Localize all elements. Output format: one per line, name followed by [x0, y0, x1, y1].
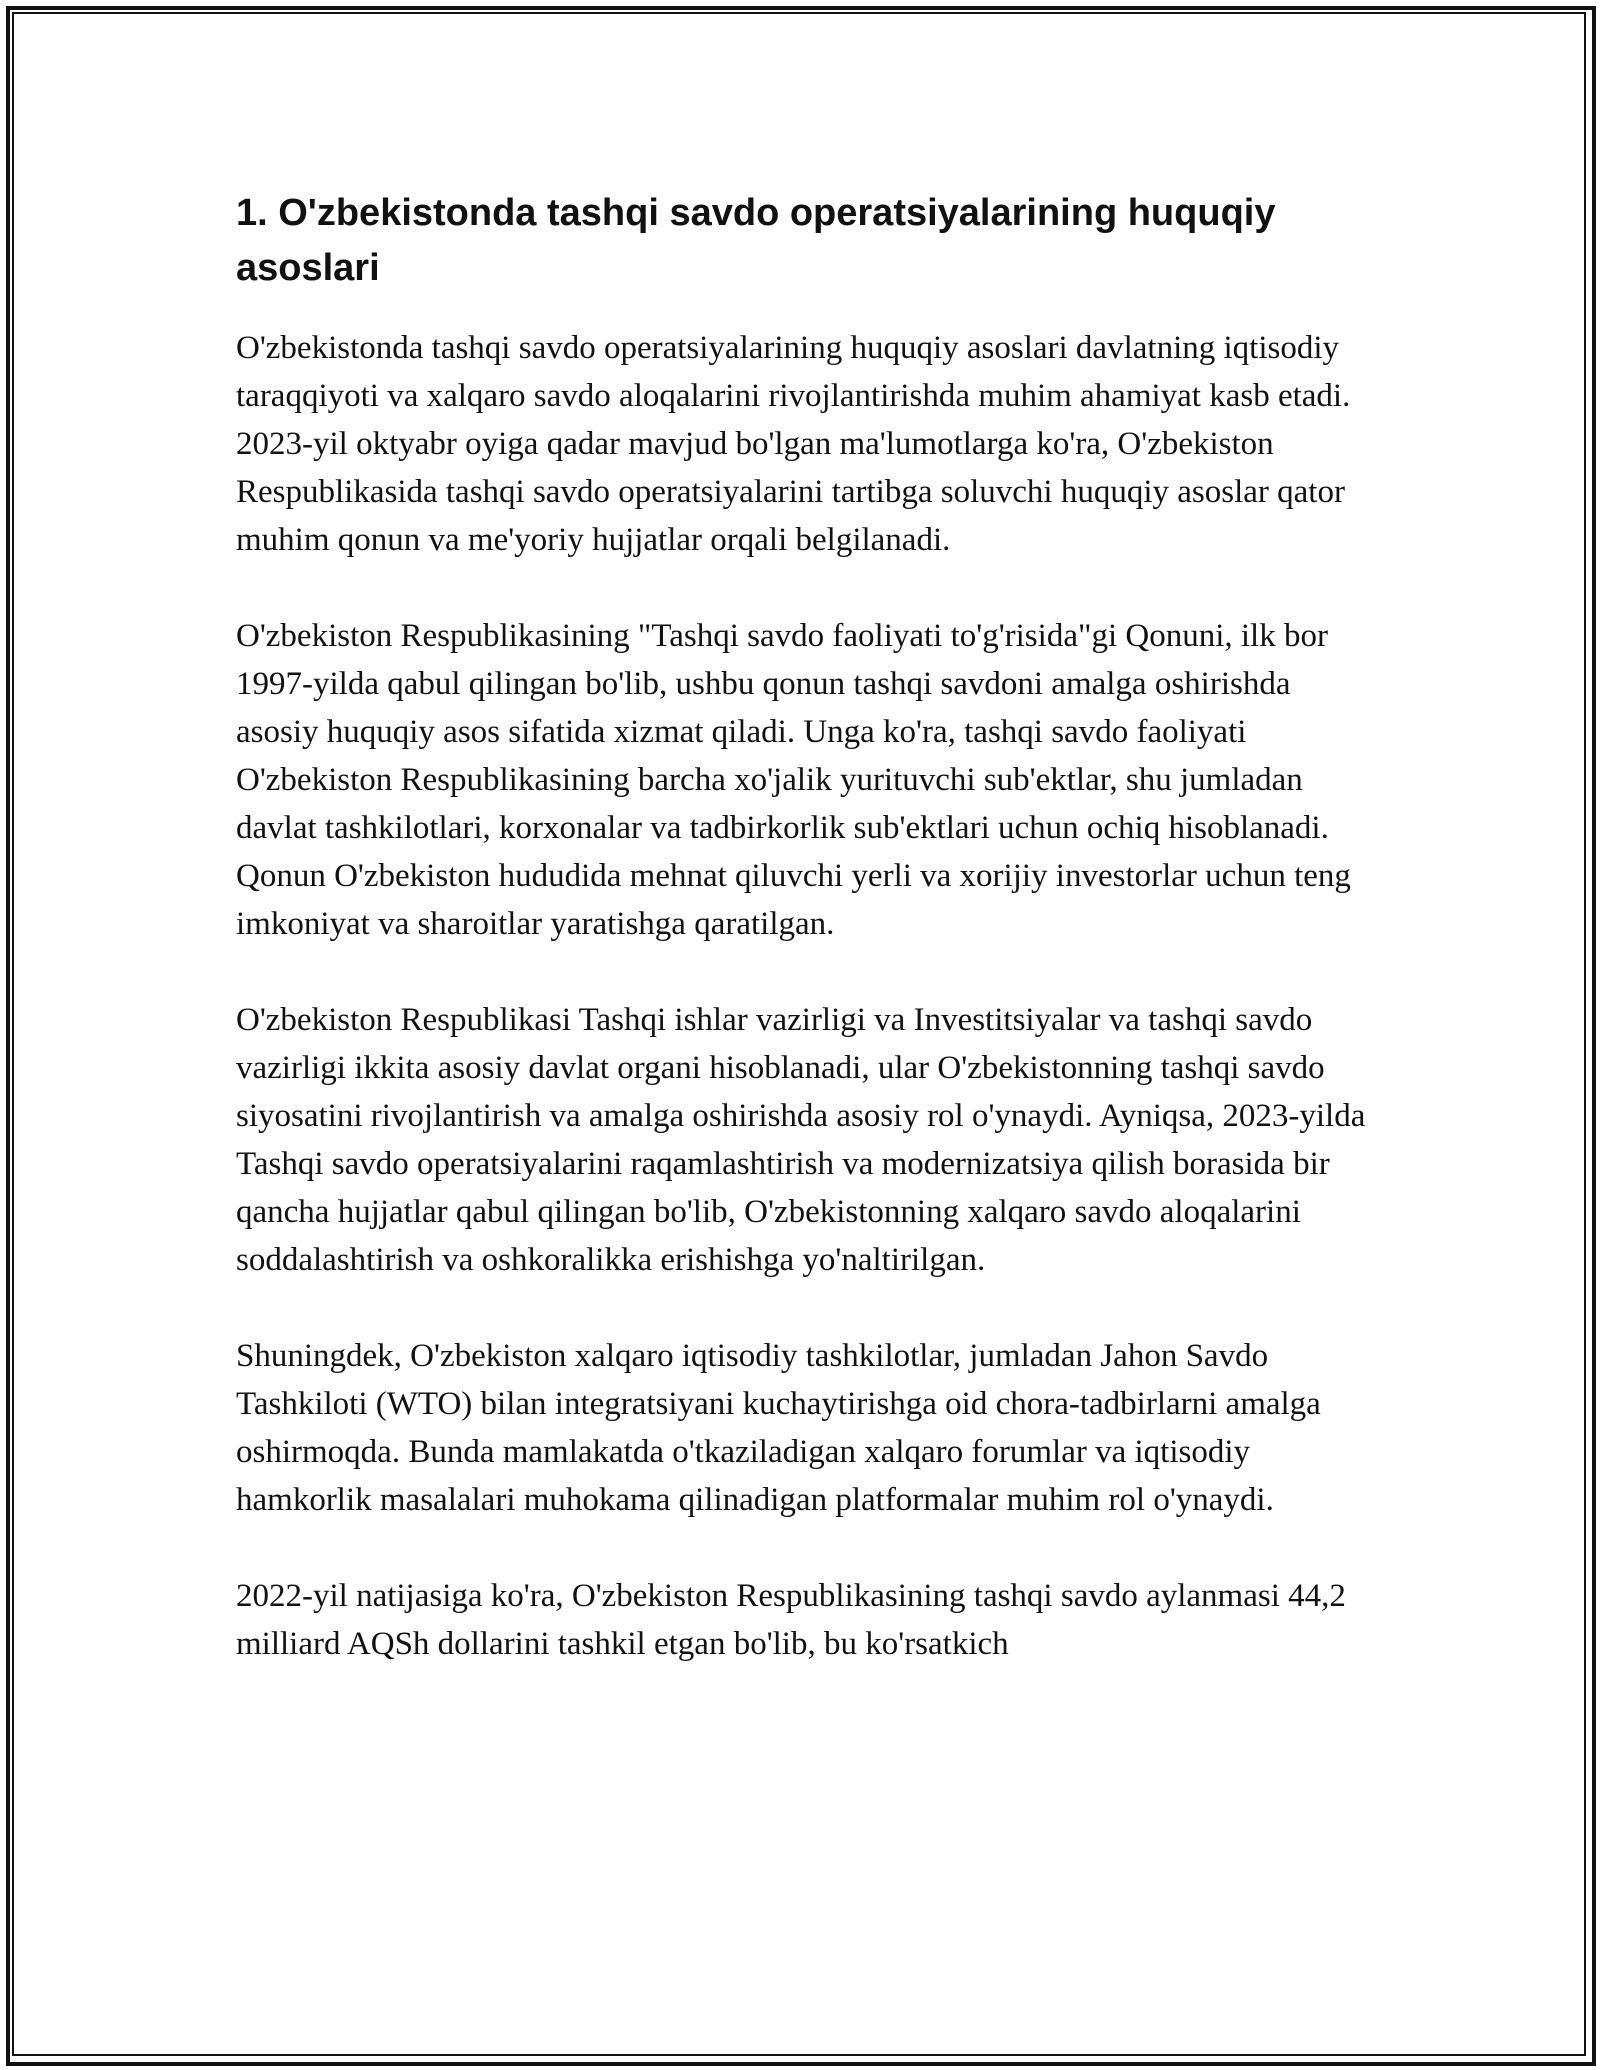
paragraph-international-integration: Shuningdek, O'zbekiston xalqaro iqtisodiy tashkilotlar, jumladan Jahon Savdo Tashkiloti (WTO) bilan integratsiyani kuchaytirishga oid chora-tadbirlarni amalga oshirmoqda. Bunda mamlakatda o'tkaziladigan xalqaro forumlar va iqtisodiy hamkorlik masalalari muhokama qilinadigan platformalar muhim rol o'ynaydi.: [236, 1338, 1321, 1518]
paragraph-trade-turnover: 2022-yil natijasiga ko'ra, O'zbekiston Respublikasining tashqi savdo aylanmasi 44,2 milliard AQSh dollarini tashkil etgan bo'lib, bu ko'rsatkich: [236, 1578, 1346, 1662]
paragraph-government-bodies: O'zbekiston Respublikasi Tashqi ishlar vazirligi va Investitsiyalar va tashqi savdo vazirligi ikkita asosiy davlat organi hisoblanadi, ular O'zbekistonning tashqi savdo siyosatini rivojlantirish va amalga oshirishda asosiy rol o'ynaydi. Ayniqsa, 2023-yilda Tashqi savdo operatsiyalarini raqamlashtirish va modernizatsiya qilish borasida bir qancha hujjatlar qabul qilingan bo'lib, O'zbekistonning xalqaro savdo aloqalarini soddalashtirish va oshkoralikka erishishga yo'naltirilgan.: [236, 1002, 1366, 1278]
section-title: 1. O'zbekistonda tashqi savdo operatsiyalarining huquqiy asoslari: [236, 192, 1276, 289]
paragraph-legal-foundations: O'zbekistonda tashqi savdo operatsiyalarining huquqiy asoslari davlatning iqtisodiy taraqqiyoti va xalqaro savdo aloqalarini rivojlantirishda muhim ahamiyat kasb etadi. 2023-yil oktyabr oyiga qadar mavjud bo'lgan ma'lumotlarga ko'ra, O'zbekiston Respublikasida tashqi savdo operatsiyalarini tartibga soluvchi huquqiy asoslar qator muhim qonun va me'yoriy hujjatlar orqali belgilanadi.: [236, 330, 1351, 558]
document-body: [236, 186, 1366, 1668]
paragraph-foreign-trade-law: O'zbekiston Respublikasining "Tashqi savdo faoliyati to'g'risida"gi Qonuni, ilk bor 1997-yilda qabul qilingan bo'lib, ushbu qonun tashqi savdoni amalga oshirishda asosiy huquqiy asos sifatida xizmat qiladi. Unga ko'ra, tashqi savdo faoliyati O'zbekiston Respublikasining barcha xo'jalik yurituvchi sub'ektlar, shu jumladan davlat tashkilotlari, korxonalar va tadbirkorlik sub'ektlari uchun ochiq hisoblanadi. Qonun O'zbekiston hududida mehnat qiluvchi yerli va xorijiy investorlar uchun teng imkoniyat va sharoitlar yaratishga qaratilgan.: [236, 618, 1351, 942]
